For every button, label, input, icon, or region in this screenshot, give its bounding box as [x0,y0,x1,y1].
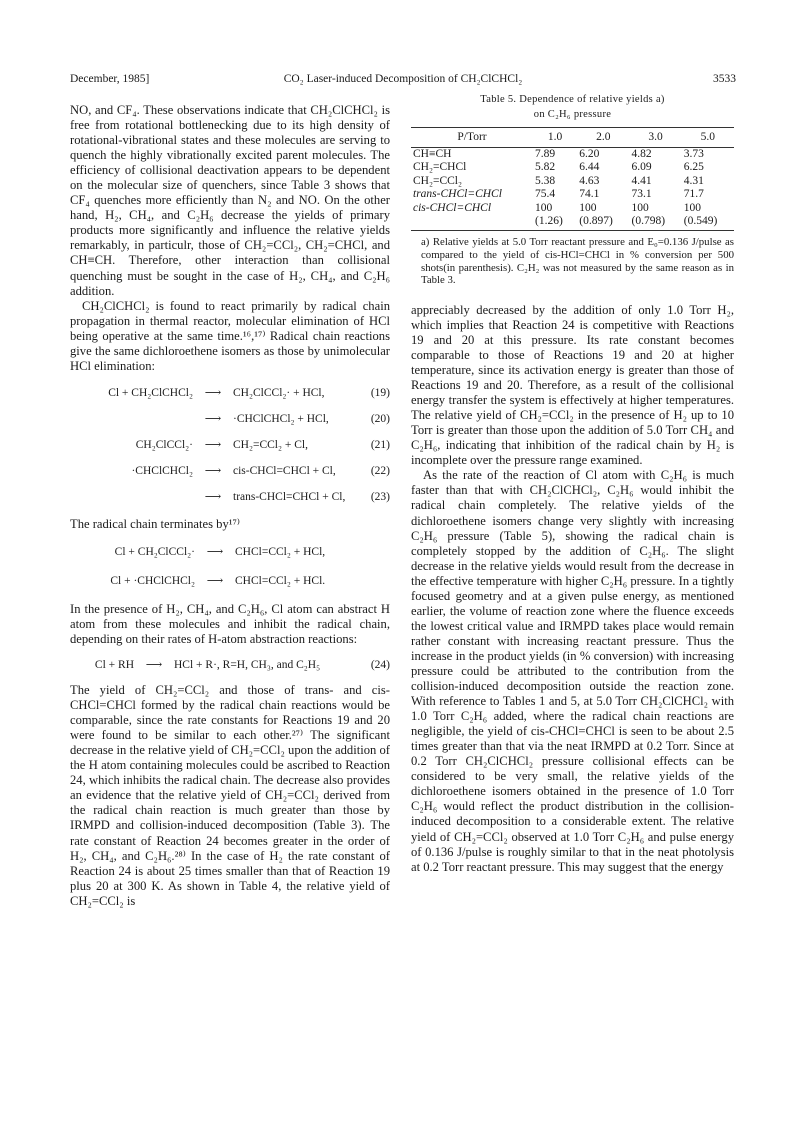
arrow-icon: ⟶ [204,465,222,478]
table-caption: Table 5. Dependence of relative yields a) [480,94,665,105]
equation-number: (19) [370,387,390,400]
paragraph: As the rate of the reaction of Cl atom with C₂H₆ is much faster than that with CH₂ClCHCl₂, C₂H₆ would inhibit the radical chain completely. The relative yields of the dichloroethene isomers change very slightly with increasing C₂H₆ pressure (Table 5), showing the radical chain is completely stopped by the addition of C₂H₆. The slight decrease in the relative yields would result from the decrease in the effective temperature with higher C₂H₆ pressure. In a tightly focused geometry and at a given pulse energy, as mentioned earlier, the volume of reaction zone where the fluence exceeds the lowest critical value and IRMPD takes place would remain rather constant with increasing reactant pressure. Thus the increase in the product yields (in % conversion) with increasing pressure could be attributed to the contribution from the collision-induced decomposition outside the reaction zone. With reference to Tables 1 and 5, at 5.0 Torr CH₂ClCHCl₂ with 1.0 Torr C₂H₆ added, where the radical chain reactions are negligible, the yield of cis-CHCl=CHCl is seen to be about 2.5 times greater than that via the neat IRMPD at 0.2 Torr. Since at 0.2 Torr CH₂ClCHCl₂ pressure collisional effects can be considered to be very small, the relative yields of the dichloroethene isomers obtained in the presence of 1.0 Torr C₂H₆ would reflect the product distribution in the collision-induced decomposition to a considerable extent. The relative yield of CH₂=CCl₂ observed at 1.0 Torr C₂H₆ and pulse energy of 0.136 J/pulse is roughly similar to that in the neat photolysis at 0.2 Torr reactant pressure. This may suggest that the energy [411,468,734,874]
column-header: 3.0 [629,128,681,148]
row-label: cis-CHCl=CHCl [413,201,492,214]
reaction-lhs: Cl + ·CHClCHCl₂ [110,574,195,587]
left-column [70,103,390,909]
paragraph: The radical chain terminates by¹⁷⁾ [70,516,241,531]
paragraph: In the presence of H₂, CH₄, and C₂H₆, Cl atom can abstract H atom from these molecules and inhibit the radical chain, depending on their rates of H-atom abstraction reactions: [70,601,390,646]
arrow-icon: ⟶ [204,387,222,400]
table-cell: 6.25 [683,161,704,174]
reaction-rhs: HCl + R·, R=H, CH₃, and C₂H₅ [174,658,321,671]
arrow-icon: ⟶ [204,491,222,504]
table-cell: 74.1 [579,188,600,201]
row-label: trans-CHCl=CHCl [413,188,502,201]
table-cell: 4.82 [631,148,652,161]
table-row [411,215,734,231]
table-cell: 100 [579,201,597,214]
table-cell: 75.4 [535,188,556,201]
table-row [411,161,734,174]
reaction-rhs: CHCl=CCl₂ + HCl, [235,545,326,558]
arrow-icon: ⟶ [204,439,222,452]
table-cell: (0.897) [577,215,629,231]
equation-number: (22) [370,465,390,478]
table-cell: 100 [535,201,553,214]
table-cell: 3.73 [683,148,704,161]
column-header: 5.0 [682,128,734,148]
arrow-icon: ⟶ [206,574,224,587]
table-cell: 4.31 [683,174,704,187]
table-row [411,148,734,162]
table-cell: (0.549) [682,215,734,231]
table-cell: (0.798) [629,215,681,231]
table-cell: 100 [683,201,701,214]
reaction-rhs: CH₂=CCl₂ + Cl, [233,439,308,452]
table-cell: 5.82 [535,161,556,174]
arrow-icon: ⟶ [204,413,222,426]
data-table [411,127,734,231]
equation-number: (24) [370,658,390,671]
column-header: P/Torr [411,128,533,148]
arrow-icon: ⟶ [145,658,163,671]
equation-number: (21) [370,439,390,452]
row-label: CH₂=CCl₂ [413,174,463,187]
table-footnote: a) Relative yields at 5.0 Torr reactant pressure and E₀=0.136 J/pulse as compared to the yield of cis-HCl=CHCl in % conversion per 500 shots(in parenthesis). C₂H₂ was not measured by the same reason as in Table 3. [421,236,734,287]
column-header: 1.0 [533,128,577,148]
reaction-rhs: CHCl=CCl₂ + HCl. [235,574,326,587]
termination-scheme [70,538,390,596]
reaction-lhs: Cl + RH [94,658,134,671]
reaction-scheme [70,381,390,511]
reaction-rhs: CH₂ClCCl₂· + HCl, [233,387,325,400]
reaction-lhs: Cl + CH₂ClCHCl₂ [108,387,193,400]
table-cell: 7.89 [535,148,556,161]
paragraph: appreciably decreased by the addition of only 1.0 Torr H₂, which implies that Reaction 24 is competitive with Reactions 19 and 20 at this pressure. Its rate constant becomes comparable to those of Reactions 19 and 20 at higher temperature, since its activation energy is greater than those of Reactions 19 and 20. Therefore, as a result of the collisional energy transfer the system is effectively at higher temperatures. The relative yield of CH₂=CCl₂ in the presence of H₂ up to 10 Torr is greater than those upon the addition of 5.0 Torr CH₄ and C₂H₆, indicating that inhibition of the radical chain by H₂ is incomplete over the pressure range examined. [411,302,734,468]
row-label: CH₂=CHCl [413,161,467,174]
termination-reaction [70,538,390,567]
table-cell: (1.26) [533,215,577,231]
termination-reaction [70,567,390,596]
table-cell: 4.63 [579,174,600,187]
table-header-row [411,128,734,148]
reaction-23 [70,485,390,511]
table-cell: 71.7 [683,188,704,201]
equation-number: (23) [370,491,390,504]
header-title: CO₂ Laser-induced Decomposition of CH₂ClCHCl₂ [283,73,523,85]
reaction-19 [70,381,390,407]
reaction-rhs: trans-CHCl=CHCl + Cl, [233,491,346,504]
reaction-lhs: ·CHClCHCl₂ [131,465,193,478]
table-cell: 5.38 [535,174,556,187]
reaction-24 [70,649,390,681]
table-caption-line2: on C₂H₆ pressure [533,109,612,120]
reaction-lhs: CH₂ClCCl₂· [135,439,193,452]
table-cell: 4.41 [631,174,652,187]
reaction-21 [70,433,390,459]
reaction-20 [70,407,390,433]
right-column [411,91,734,875]
page-number: 3533 [713,73,736,85]
paragraph: The yield of CH₂=CCl₂ and those of trans- and cis-CHCl=CHCl formed by the radical chain reactions would be comparable, since the rate constants for Reactions 19 and 20 were found to be similar to each other.²⁷⁾ The significant decrease in the relative yield of CH₂=CCl₂ upon the addition of the H atom containing molecules could be ascribed to Reaction 24, which inhibits the radical chain. The decrease also provides an evidence that the relative yield of CH₂=CCl₂ derived from the radical chain reaction is much greater than those by IRMPD and collision-induced decomposition (Table 3). The rate constant of Reaction 24 becomes greater in the order of H₂, CH₄, and C₂H₆.²⁸⁾ In the case of H₂ the rate constant of Reaction 24 is about 25 times smaller than that of Reaction 19 plus 20 at 300 K. As shown in Table 4, the relative yield of CH₂=CCl₂ is [70,683,390,908]
arrow-icon: ⟶ [206,545,224,558]
table-cell: 100 [631,201,649,214]
column-header: 2.0 [577,128,629,148]
equation-number: (20) [370,413,390,426]
table-cell: 73.1 [631,188,652,201]
reaction-rhs: ·CHClCHCl₂ + HCl, [233,413,329,426]
reaction-lhs: Cl + CH₂ClCCl₂· [114,545,195,558]
table-row [411,175,734,188]
row-label [411,215,533,231]
row-label: CH≡CH [413,148,452,161]
reaction-22 [70,459,390,485]
table-cell: 6.09 [631,161,652,174]
table-row [411,202,734,215]
reaction-rhs: cis-CHCl=CHCl + Cl, [233,465,336,478]
paragraph: NO, and CF₄. These observations indicate that CH₂ClCHCl₂ is free from rotational bottlenecking due to its high density of rotational-vibrational states and these molecules are serving to quench the highly vibrationally excited parent molecules. The efficiency of collisional deactivation appears to be dependent on the molecular size of quenchers, since Table 3 shows that CF₄ quenches more efficiently than N₂ and NO. On the other hand, H₂, CH₄, and C₂H₆ decrease the yields of primary products more significantly and influence the relative yields remarkably, in particulr, those of CH₂=CCl₂, CH₂=CHCl, and CH≡CH. Therefore, other interaction than collisional quenching must be sought in the case of H₂, CH₄, and C₂H₆ addition. [70,103,390,298]
table-cell: 6.20 [579,148,600,161]
table-row [411,188,734,201]
table-5 [411,93,734,287]
paragraph: CH₂ClCHCl₂ is found to react primarily by radical chain propagation in thermal reactor, molecular elimination of HCl being operative at the same time.¹⁶,¹⁷⁾ Radical chain reactions give the same dichloroethene isomers as those by unimolecular HCl elimination: [70,298,390,373]
table-cell: 6.44 [579,161,600,174]
header-date: December, 1985] [70,73,150,85]
